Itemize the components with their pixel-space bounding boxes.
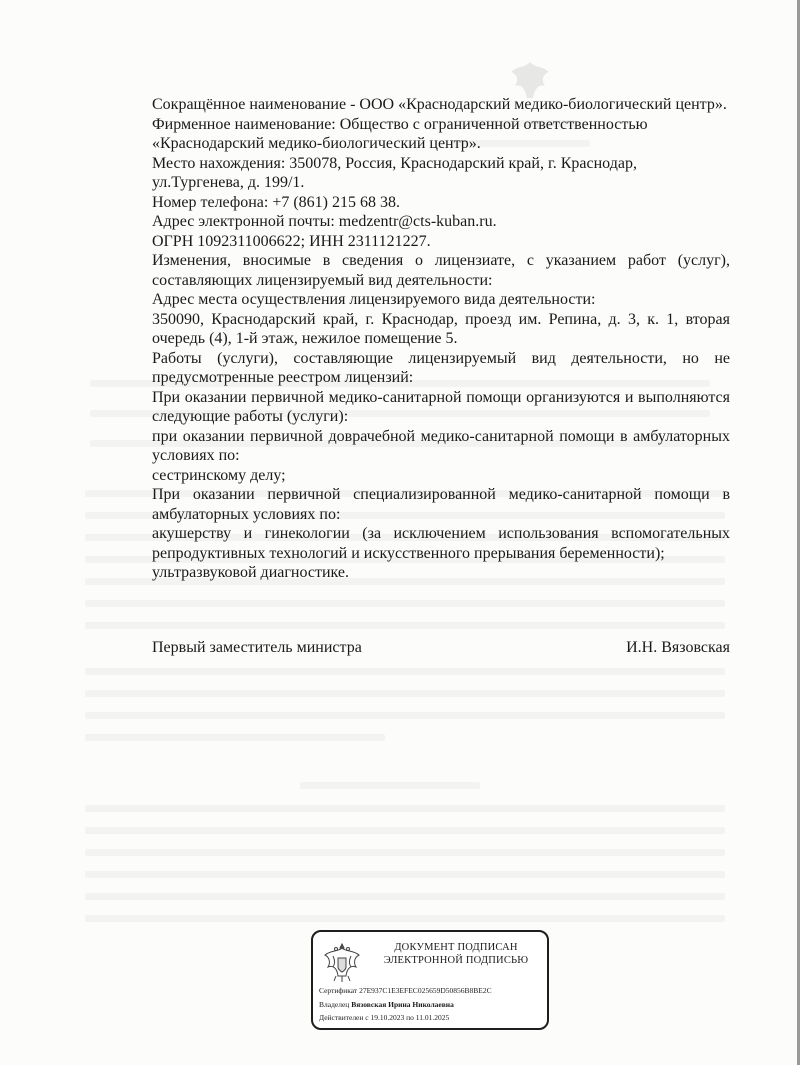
- company-name-paragraph: Фирменное наименование: Общество с ограниченной ответственностью «Краснодарский медико-биологический центр».: [152, 115, 648, 152]
- activity-address-paragraph: 350090, Краснодарский край, г. Краснодар, проезд им. Репина, д. 3, к. 1, вторая очередь (4), 1-й этаж, нежилое помещение 5.: [152, 310, 730, 347]
- short-name-paragraph: Сокращённое наименование - ООО «Краснодарский медико-биологический центр».: [152, 96, 727, 113]
- nursing-paragraph: сестринскому делу;: [152, 466, 286, 484]
- specialized-care-paragraph: При оказании первичной специализированной медико-санитарной помощи в амбулаторных условиях по:: [152, 486, 730, 523]
- ogrn-inn-paragraph: ОГРН 1092311006622; ИНН 2311121227.: [152, 232, 431, 250]
- validity-value: с 19.10.2023 по 11.01.2025: [365, 1013, 450, 1022]
- primary-care-paragraph: При оказании первичной медико-санитарной помощи организуются и выполняются следующие работы (услуги):: [152, 388, 730, 425]
- location-paragraph: Место нахождения: 350078, Россия, Краснодарский край, г. Краснодар, ул.Тургенева, д. 199/1.: [152, 154, 637, 191]
- activity-address-heading: Адрес места осуществления лицензируемого вида деятельности:: [152, 291, 596, 308]
- phone-paragraph: Номер телефона: +7 (861) 215 68 38.: [152, 193, 401, 211]
- owner-value: Вязовская Ирина Николаевна: [351, 1000, 454, 1009]
- owner-line: [319, 1000, 454, 1009]
- signatory-position: Первый заместитель министра: [152, 639, 362, 656]
- changes-heading-paragraph: Изменения, вносимые в сведения о лицензиате, с указанием работ (услуг), составляющих лицензируемый вид деятельности:: [152, 252, 730, 289]
- services-heading-paragraph: Работы (услуги), составляющие лицензируемый вид деятельности, но не предусмотренные реестром лицензий:: [152, 349, 730, 386]
- validity-line: [319, 1013, 449, 1022]
- stamp-title-line1: ДОКУМЕНТ ПОДПИСАН: [394, 942, 518, 953]
- obstetrics-paragraph: акушерству и гинекологии (за исключением использования вспомогательных репродуктивных технологий и искусственного прерывания беременности);: [152, 525, 730, 562]
- stamp-title: [369, 942, 543, 967]
- email-paragraph: Адрес электронной почты: medzentr@cts-kuban.ru.: [152, 213, 497, 230]
- stamp-title-line2: ЭЛЕКТРОННОЙ ПОДПИСЬЮ: [383, 954, 529, 966]
- electronic-signature-stamp: [311, 930, 549, 1030]
- pre-medical-care-paragraph: при оказании первичной доврачебной медико-санитарной помощи в амбулаторных условиях по:: [152, 427, 730, 464]
- ultrasound-paragraph: ультразвуковой диагностике.: [152, 564, 350, 581]
- certificate-label: Сертификат: [319, 986, 358, 995]
- license-changes-text: [152, 95, 730, 583]
- certificate-line: [319, 986, 492, 995]
- certificate-value: 27E937C1E3EFEC025659D50856B8BE2C: [359, 986, 492, 995]
- signature-block: [152, 638, 730, 658]
- owner-label: Владелец: [319, 1000, 350, 1009]
- validity-label: Действителен: [319, 1013, 364, 1022]
- coat-of-arms-icon: [321, 940, 363, 984]
- signatory-name: И.Н. Вязовская: [626, 639, 730, 656]
